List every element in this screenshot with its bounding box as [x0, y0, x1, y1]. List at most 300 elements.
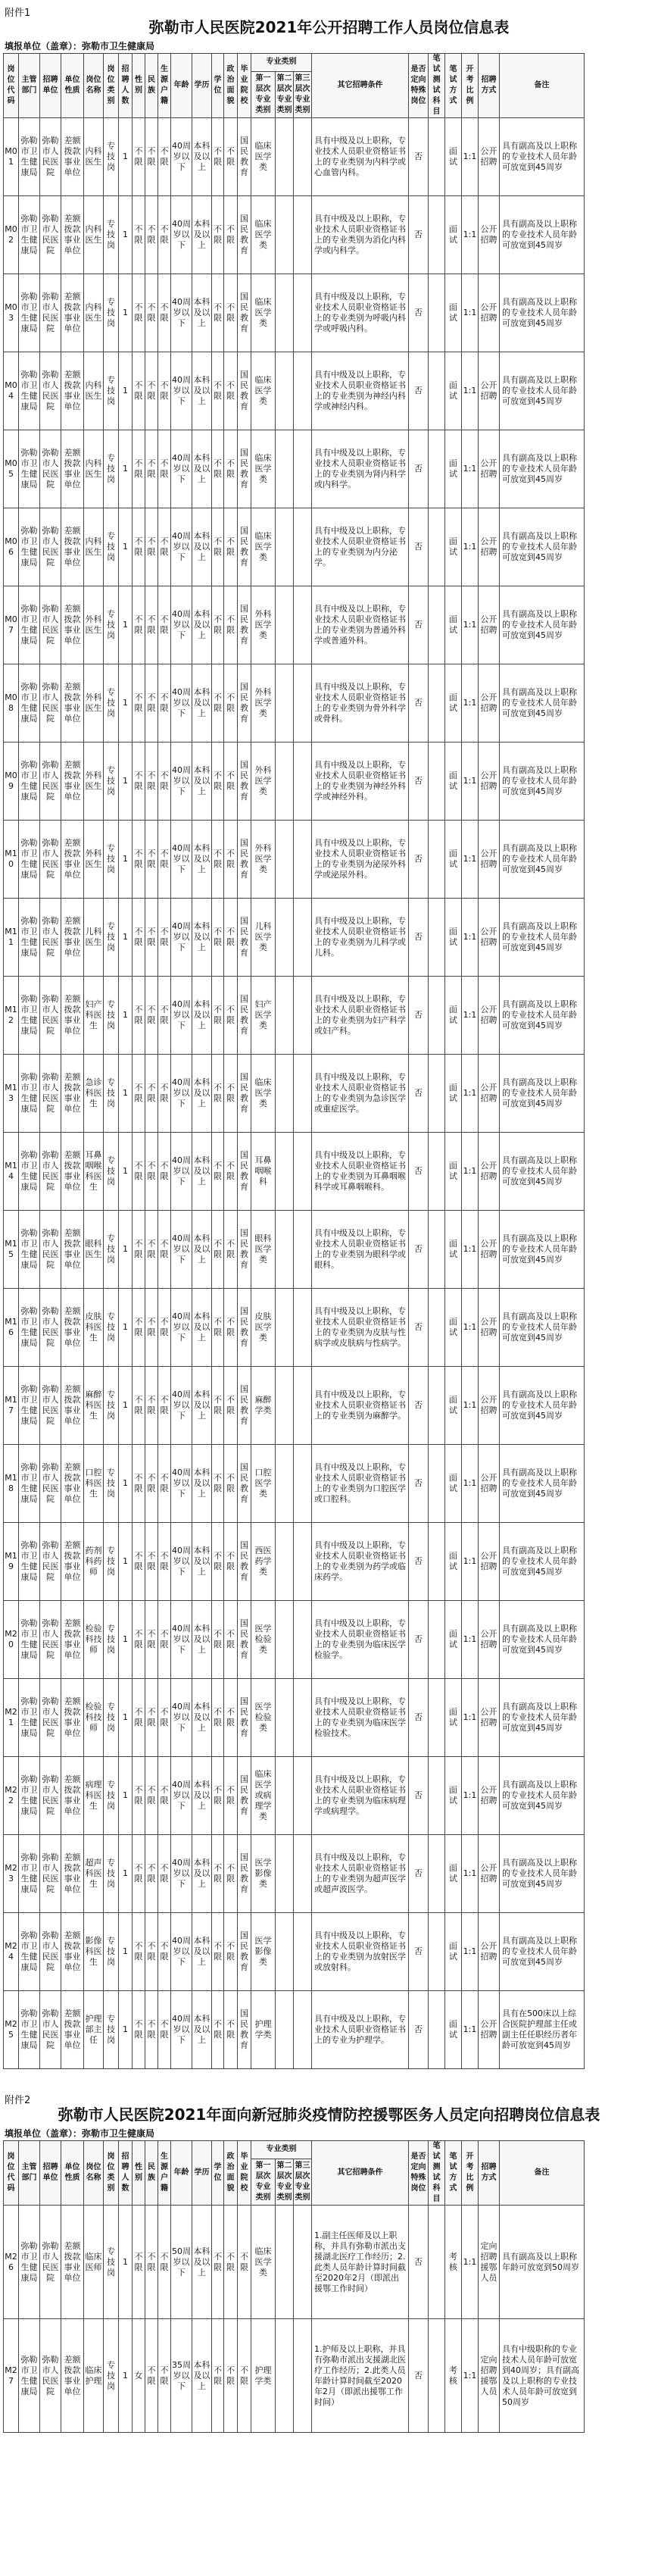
- table-cell: [276, 664, 294, 742]
- table-cell: 1:1: [462, 1133, 479, 1211]
- table-cell: 眼科医生: [84, 1211, 104, 1289]
- table-cell: [429, 196, 445, 274]
- table-cell: 具有中级及以上职称，专业技术人员职业资格证书上的专业类别为眼科学或眼科。: [312, 1211, 409, 1289]
- table-cell: 40周岁以下: [171, 352, 192, 430]
- table-cell: 不限: [158, 118, 171, 196]
- table-cell: 外科医学类: [251, 586, 276, 664]
- table-cell: 弥勒市人民医院: [40, 1055, 61, 1133]
- table-cell: [429, 1133, 445, 1211]
- table-cell: 差额拨款事业单位: [61, 1289, 84, 1367]
- table-cell: 不限: [224, 664, 238, 742]
- table-cell: 本科及以上: [192, 274, 212, 352]
- table-cell: 专技岗: [104, 1289, 119, 1367]
- table-row: [4, 1601, 585, 1679]
- table-cell: [276, 899, 294, 977]
- attachment-label-1: 附件1: [5, 8, 31, 19]
- table-cell: 面试: [445, 1523, 462, 1601]
- table-row: [4, 1835, 585, 1913]
- table-cell: 不限: [133, 1367, 145, 1445]
- table-cell: 弥勒市人民医院: [40, 118, 61, 196]
- table-cell: 弥勒市卫生健康局: [19, 352, 40, 430]
- table-cell: 专技岗: [104, 977, 119, 1055]
- table-cell: 不限: [212, 977, 224, 1055]
- table-cell: 专技岗: [104, 664, 119, 742]
- table-cell: 不限: [145, 196, 158, 274]
- table-cell: 医学检验类: [251, 1601, 276, 1679]
- table-cell: 具有副高及以上职称年龄可放宽到50周岁: [500, 2206, 585, 2319]
- table-cell: 40周岁以下: [171, 1445, 192, 1523]
- table-cell: [429, 742, 445, 821]
- table-cell: [294, 430, 312, 508]
- table-cell: 差额拨款事业单位: [61, 742, 84, 821]
- table-cell: 专技岗: [104, 1055, 119, 1133]
- table-cell: 耳鼻咽喉科医生: [84, 1133, 104, 1211]
- table-cell: 弥勒市卫生健康局: [19, 1835, 40, 1913]
- table1-unit: 填报单位（盖章）：弥勒市卫生健康局: [5, 41, 155, 52]
- header-cell: 岗位代码: [4, 2141, 19, 2206]
- table-cell: [294, 899, 312, 977]
- table-cell: 1: [119, 2319, 133, 2433]
- table-cell: 具有中级及以上职称，专业技术人员职业资格证书上的专业类别为内科学或心血管内科。: [312, 118, 409, 196]
- table-cell: [276, 1679, 294, 1757]
- table-cell: 具有中级及以上职称，专业技术人员职业资格证书上的专业类别为妇产科学或妇产科。: [312, 977, 409, 1055]
- table-cell: 国民教育: [238, 899, 251, 977]
- header-cell: 学历: [192, 54, 212, 118]
- table-cell: 1: [119, 352, 133, 430]
- table-cell: 公开招聘: [479, 821, 500, 899]
- table-cell: 专技岗: [104, 274, 119, 352]
- header-cell: 单位性质: [61, 54, 84, 118]
- table-cell: 否: [409, 1991, 429, 2069]
- table-cell: 1:1: [462, 118, 479, 196]
- table-cell: 医学影像类: [251, 1913, 276, 1991]
- table-cell: 不限: [158, 274, 171, 352]
- table-cell: 1:1: [462, 196, 479, 274]
- table-cell: 否: [409, 118, 429, 196]
- table-cell: 公开招聘: [479, 274, 500, 352]
- table-cell: 耳鼻咽喉科: [251, 1133, 276, 1211]
- table-cell: 不限: [224, 508, 238, 586]
- table-cell: 国民教育: [238, 1601, 251, 1679]
- table-cell: 具有副高及以上职称的专业技术人员年龄可放宽到45周岁: [500, 196, 585, 274]
- table-cell: [429, 2319, 445, 2433]
- table-cell: 不限: [212, 664, 224, 742]
- table-cell: 本科及以上: [192, 1133, 212, 1211]
- table-cell: 不限: [224, 1601, 238, 1679]
- table-cell: M06: [4, 508, 19, 586]
- table-row: [4, 1757, 585, 1835]
- table-cell: 35周岁以下: [171, 2319, 192, 2433]
- table-cell: 不限: [133, 274, 145, 352]
- table-cell: 否: [409, 821, 429, 899]
- table-cell: 1: [119, 1445, 133, 1523]
- header-cell: 笔试方式: [445, 54, 462, 118]
- table-cell: 本科及以上: [192, 1445, 212, 1523]
- table-cell: [429, 1835, 445, 1913]
- table-cell: 超声科医生: [84, 1835, 104, 1913]
- table-cell: 国民教育: [238, 977, 251, 1055]
- table-cell: 不限: [158, 1835, 171, 1913]
- table-cell: 不限: [224, 1445, 238, 1523]
- table-cell: 不限: [224, 821, 238, 899]
- table-cell: 外科医生: [84, 821, 104, 899]
- table-cell: [429, 352, 445, 430]
- table-cell: [429, 274, 445, 352]
- table-cell: 本科及以上: [192, 1211, 212, 1289]
- table-cell: 不限: [224, 1289, 238, 1367]
- table-cell: 不限: [224, 196, 238, 274]
- table-cell: [429, 1289, 445, 1367]
- table-cell: 40周岁以下: [171, 1601, 192, 1679]
- table-cell: [429, 1601, 445, 1679]
- table-cell: 不限: [158, 352, 171, 430]
- table-cell: 本科及以上: [192, 118, 212, 196]
- table-cell: [429, 1991, 445, 2069]
- table-cell: M07: [4, 586, 19, 664]
- table-row: [4, 274, 585, 352]
- table-cell: 弥勒市人民医院: [40, 1367, 61, 1445]
- header-cell-major-level: 第二层次专业类别: [276, 71, 294, 117]
- table-cell: 否: [409, 1289, 429, 1367]
- table-cell: 本科及以上: [192, 196, 212, 274]
- table-cell: 不限: [224, 977, 238, 1055]
- table-cell: M13: [4, 1055, 19, 1133]
- table-cell: 国民教育: [238, 352, 251, 430]
- header-cell: 单位性质: [61, 2141, 84, 2206]
- table-cell: 公开招聘: [479, 430, 500, 508]
- table-cell: 具有中级及以上职称，专业技术人员职业资格证书上的专业类别为口腔医学或口腔科。: [312, 1445, 409, 1523]
- table-cell: 1:1: [462, 508, 479, 586]
- table-cell: 否: [409, 1835, 429, 1913]
- table-cell: 本科及以上: [192, 821, 212, 899]
- table-cell: 不限: [224, 1913, 238, 1991]
- table-row: [4, 1913, 585, 1991]
- table-cell: M04: [4, 352, 19, 430]
- table1-title: 弥勒市人民医院2021年公开招聘工作人员岗位信息表: [148, 18, 510, 36]
- table-cell: 不限: [212, 1679, 224, 1757]
- table-row: [4, 2319, 585, 2433]
- table-cell: 1:1: [462, 1757, 479, 1835]
- table-cell: 不限: [158, 1211, 171, 1289]
- table-cell: 临床医学类: [251, 352, 276, 430]
- table-cell: 专技岗: [104, 1211, 119, 1289]
- table-cell: 不限: [133, 352, 145, 430]
- table-cell: 不限: [238, 2206, 251, 2319]
- table-cell: 国民教育: [238, 586, 251, 664]
- table-cell: 护理部主任: [84, 1991, 104, 2069]
- table-cell: 不限: [145, 1367, 158, 1445]
- table-cell: 1: [119, 1133, 133, 1211]
- table-cell: 公开招聘: [479, 586, 500, 664]
- table-cell: 内科医生: [84, 196, 104, 274]
- table-cell: 弥勒市人民医院: [40, 352, 61, 430]
- table-cell: 具有副高及以上职称的专业技术人员年龄可放宽到45周岁: [500, 586, 585, 664]
- table-cell: 差额拨款事业单位: [61, 664, 84, 742]
- table-row: [4, 1289, 585, 1367]
- table-cell: 具有副高及以上职称的专业技术人员年龄可放宽到45周岁: [500, 352, 585, 430]
- table-cell: 1:1: [462, 742, 479, 821]
- table-cell: 具有副高及以上职称的专业技术人员年龄可放宽到45周岁: [500, 664, 585, 742]
- table-cell: 否: [409, 742, 429, 821]
- table-cell: 口腔医学类: [251, 1445, 276, 1523]
- table-cell: 不限: [224, 2206, 238, 2319]
- table-cell: 40周岁以下: [171, 508, 192, 586]
- table-cell: 40周岁以下: [171, 430, 192, 508]
- table-cell: 公开招聘: [479, 1757, 500, 1835]
- table-cell: [276, 742, 294, 821]
- header-cell: 备注: [500, 54, 585, 118]
- table-cell: M25: [4, 1991, 19, 2069]
- table-cell: 否: [409, 430, 429, 508]
- table-cell: M27: [4, 2319, 19, 2433]
- header-cell: 政治面貌: [224, 54, 238, 118]
- table-cell: 不限: [158, 1289, 171, 1367]
- table-cell: [276, 2206, 294, 2319]
- table-cell: [294, 508, 312, 586]
- table-cell: 本科及以上: [192, 664, 212, 742]
- table-cell: 弥勒市人民医院: [40, 899, 61, 977]
- table-cell: 弥勒市人民医院: [40, 977, 61, 1055]
- table-cell: [294, 742, 312, 821]
- table-row: [4, 742, 585, 821]
- table-cell: [429, 1679, 445, 1757]
- table-cell: 40周岁以下: [171, 274, 192, 352]
- table-cell: 弥勒市卫生健康局: [19, 1913, 40, 1991]
- table-cell: 否: [409, 1601, 429, 1679]
- table-cell: 具有副高及以上职称的专业技术人员年龄可放宽到45周岁: [500, 1913, 585, 1991]
- table-cell: 国民教育: [238, 1913, 251, 1991]
- table-cell: 不限: [145, 1211, 158, 1289]
- table-cell: 具有副高及以上职称的专业技术人员年龄可放宽到45周岁: [500, 1211, 585, 1289]
- header-cell: 民族: [145, 2141, 158, 2206]
- table-cell: 差额拨款事业单位: [61, 118, 84, 196]
- header-cell: 学位: [212, 54, 224, 118]
- table-row: [4, 2206, 585, 2319]
- table-cell: 否: [409, 1367, 429, 1445]
- table-cell: 公开招聘: [479, 664, 500, 742]
- table-cell: 1: [119, 1835, 133, 1913]
- table-cell: 具有中级及以上职称，专业技术人员职业资格证书上的专业类别为神经外科学或神经外科。: [312, 742, 409, 821]
- table-cell: [429, 508, 445, 586]
- table-cell: 专技岗: [104, 1601, 119, 1679]
- header-cell: 学历: [192, 2141, 212, 2206]
- table-cell: 国民教育: [238, 1055, 251, 1133]
- table-cell: 弥勒市卫生健康局: [19, 508, 40, 586]
- table-cell: 国民教育: [238, 1445, 251, 1523]
- table-cell: 不限: [133, 118, 145, 196]
- table-cell: 本科及以上: [192, 1055, 212, 1133]
- table-cell: 弥勒市卫生健康局: [19, 1679, 40, 1757]
- table-cell: 否: [409, 1445, 429, 1523]
- table-cell: 面试: [445, 899, 462, 977]
- header-cell: 是否定向特殊岗位: [409, 54, 429, 118]
- table-cell: 40周岁以下: [171, 1835, 192, 1913]
- header-cell-major-level: 第一层次专业类别: [251, 2159, 276, 2205]
- table-cell: 面试: [445, 1055, 462, 1133]
- table-cell: 差额拨款事业单位: [61, 1601, 84, 1679]
- table-cell: 不限: [145, 821, 158, 899]
- header-cell-major-level: 第三层次专业类别: [294, 71, 312, 117]
- table-cell: 差额拨款事业单位: [61, 1055, 84, 1133]
- table-cell: 具有中级及以上职称，专业技术人员职业资格证书上的专业类别为耳鼻咽喉科学或耳鼻咽喉科。: [312, 1133, 409, 1211]
- table-cell: 医学影像类: [251, 1835, 276, 1913]
- table-cell: 专技岗: [104, 1523, 119, 1601]
- table-cell: 1: [119, 430, 133, 508]
- table-cell: 差额拨款事业单位: [61, 196, 84, 274]
- table-cell: 1:1: [462, 352, 479, 430]
- table-cell: 弥勒市卫生健康局: [19, 430, 40, 508]
- table-cell: 弥勒市卫生健康局: [19, 1055, 40, 1133]
- header-cell: 毕业院校: [238, 2141, 251, 2206]
- table-cell: 专技岗: [104, 508, 119, 586]
- table-cell: 1:1: [462, 586, 479, 664]
- table-cell: 不限: [133, 1133, 145, 1211]
- table-cell: 临床医学类: [251, 1055, 276, 1133]
- table-cell: 不限: [212, 1523, 224, 1601]
- table-cell: 1: [119, 508, 133, 586]
- table-cell: 不限: [212, 1601, 224, 1679]
- header-cell: 招聘方式: [479, 54, 500, 118]
- table-cell: 国民教育: [238, 1523, 251, 1601]
- table-cell: 不限: [212, 352, 224, 430]
- table-cell: [294, 1367, 312, 1445]
- table-cell: 不限: [145, 664, 158, 742]
- table-cell: 麻醉学类: [251, 1367, 276, 1445]
- table-cell: M11: [4, 899, 19, 977]
- table-cell: 具有副高及以上职称的专业技术人员年龄可放宽到45周岁: [500, 1133, 585, 1211]
- table-cell: 不限: [145, 1523, 158, 1601]
- table-cell: 面试: [445, 821, 462, 899]
- table-cell: 差额拨款事业单位: [61, 899, 84, 977]
- table-cell: 内科医生: [84, 430, 104, 508]
- header-cell: 性别: [133, 2141, 145, 2206]
- table-cell: 专技岗: [104, 742, 119, 821]
- table-cell: 40周岁以下: [171, 1523, 192, 1601]
- table-cell: 不限: [224, 1133, 238, 1211]
- table-cell: M15: [4, 1211, 19, 1289]
- table-cell: M17: [4, 1367, 19, 1445]
- attachment-label-2: 附件2: [5, 2095, 31, 2106]
- table-cell: 差额拨款事业单位: [61, 1133, 84, 1211]
- table-cell: 本科及以上: [192, 742, 212, 821]
- table-cell: 弥勒市卫生健康局: [19, 1601, 40, 1679]
- table-cell: 国民教育: [238, 1757, 251, 1835]
- table-cell: 不限: [212, 1133, 224, 1211]
- table-cell: 弥勒市人民医院: [40, 1133, 61, 1211]
- table-cell: 不限: [133, 586, 145, 664]
- header-cell: 其它招聘条件: [312, 54, 409, 118]
- table-cell: [276, 821, 294, 899]
- table-cell: 差额拨款事业单位: [61, 586, 84, 664]
- table-cell: 临床医学类: [251, 2206, 276, 2319]
- table-cell: 差额拨款事业单位: [61, 1211, 84, 1289]
- table-cell: 不限: [133, 899, 145, 977]
- positions-table-1: [3, 53, 585, 2069]
- table-cell: 专技岗: [104, 899, 119, 977]
- table-cell: [276, 1523, 294, 1601]
- table-cell: [276, 196, 294, 274]
- table-cell: [294, 2206, 312, 2319]
- table-cell: 公开招聘: [479, 1445, 500, 1523]
- table-cell: 外科医学类: [251, 742, 276, 821]
- table-cell: 西医药学类: [251, 1523, 276, 1601]
- table-cell: 否: [409, 196, 429, 274]
- table-cell: 1: [119, 977, 133, 1055]
- table-cell: 1:1: [462, 274, 479, 352]
- table-cell: 国民教育: [238, 1835, 251, 1913]
- table-cell: 1:1: [462, 1835, 479, 1913]
- table-cell: M19: [4, 1523, 19, 1601]
- table-cell: 具有副高及以上职称的专业技术人员年龄可放宽到45周岁: [500, 1445, 585, 1523]
- table-cell: 具有副高及以上职称的专业技术人员年龄可放宽到45周岁: [500, 1055, 585, 1133]
- table-cell: 40周岁以下: [171, 586, 192, 664]
- table-cell: 差额拨款事业单位: [61, 430, 84, 508]
- header-cell: 政治面貌: [224, 2141, 238, 2206]
- table-cell: [276, 1913, 294, 1991]
- table-cell: 本科及以上: [192, 1679, 212, 1757]
- table-cell: 弥勒市卫生健康局: [19, 1991, 40, 2069]
- table-cell: 检验科技师: [84, 1679, 104, 1757]
- table-cell: 不限: [212, 821, 224, 899]
- table-cell: 不限: [212, 586, 224, 664]
- table-cell: 弥勒市卫生健康局: [19, 1445, 40, 1523]
- table-cell: 具有中级及以上职称，专业技术人员职业资格证书上的专业类别为放射医学或放射科。: [312, 1913, 409, 1991]
- table-cell: 否: [409, 1757, 429, 1835]
- table-cell: 专技岗: [104, 1133, 119, 1211]
- table-cell: 不限: [133, 1211, 145, 1289]
- header-cell: 笔试测试科目: [429, 54, 445, 118]
- table-cell: 皮肤科医生: [84, 1289, 104, 1367]
- table-cell: 弥勒市人民医院: [40, 1679, 61, 1757]
- table-cell: 专技岗: [104, 1445, 119, 1523]
- table-cell: 不限: [158, 2319, 171, 2433]
- table-cell: M02: [4, 196, 19, 274]
- table2-unit: 填报单位（盖章）：弥勒市卫生健康局: [5, 2128, 155, 2139]
- table-cell: M18: [4, 1445, 19, 1523]
- table-cell: 不限: [212, 430, 224, 508]
- table-cell: 外科医生: [84, 742, 104, 821]
- table-cell: 临床医师: [84, 2206, 104, 2319]
- table-cell: 弥勒市卫生健康局: [19, 977, 40, 1055]
- table-cell: 公开招聘: [479, 1367, 500, 1445]
- table-cell: 不限: [224, 1523, 238, 1601]
- table-cell: 急诊科医生: [84, 1055, 104, 1133]
- table-cell: [276, 508, 294, 586]
- table-cell: 弥勒市人民医院: [40, 2206, 61, 2319]
- table-cell: 不限: [145, 1445, 158, 1523]
- table-cell: 不限: [145, 1133, 158, 1211]
- table-cell: 不限: [212, 1913, 224, 1991]
- table-cell: [276, 118, 294, 196]
- table-cell: 公开招聘: [479, 1991, 500, 2069]
- table-cell: 弥勒市卫生健康局: [19, 586, 40, 664]
- table-row: [4, 899, 585, 977]
- table-cell: 临床护理: [84, 2319, 104, 2433]
- table-cell: 公开招聘: [479, 1211, 500, 1289]
- table-cell: 具有中级及以上职称，专业技术人员职业资格证书上的专业类别为呼吸内科学或呼吸内科。: [312, 274, 409, 352]
- table-cell: 不限: [145, 1757, 158, 1835]
- table-cell: 不限: [224, 899, 238, 977]
- table-cell: 1:1: [462, 1289, 479, 1367]
- table-cell: 不限: [224, 352, 238, 430]
- table-cell: 1.副主任医师及以上职称，并具有弥勒市派出支援湖北医疗工作经历；2.此类人员年龄计算时间截至2020年2月（即派出援鄂工作时间）: [312, 2206, 409, 2319]
- table-row: [4, 586, 585, 664]
- table-cell: 国民教育: [238, 430, 251, 508]
- table-cell: 否: [409, 352, 429, 430]
- table-cell: 不限: [133, 1757, 145, 1835]
- table-cell: 1:1: [462, 1055, 479, 1133]
- table-cell: 本科及以上: [192, 1289, 212, 1367]
